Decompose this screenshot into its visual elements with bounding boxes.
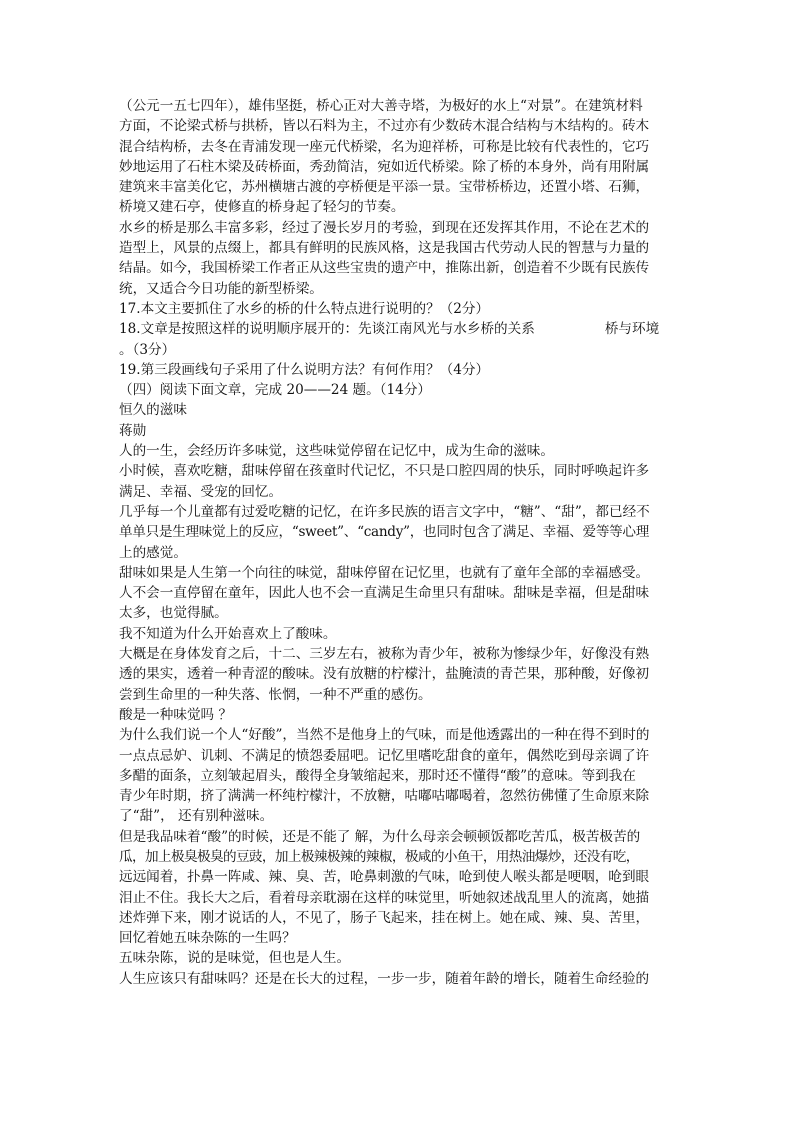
- essay-line: 远远闻着，扑鼻一阵咸、辣、臭、苦，呛鼻刺激的气味，呛到使人喉头都是哽咽，呛到眼: [119, 869, 650, 886]
- passage-line: 建筑来丰富美化它，苏州横塘古渡的亭桥便是平添一景。宝带桥桥边，还置小塔、石狮，: [119, 179, 650, 196]
- essay-line: 五味杂陈，说的是味觉，但也是人生。: [119, 950, 351, 967]
- passage-line: 桥境又建石亭，使修直的桥身起了轻匀的节奏。: [119, 199, 405, 216]
- essay-title: 恒久的滋味: [119, 402, 187, 419]
- essay-line: 一点点忌妒、讥刺、不满足的愤怨委屈吧。记忆里嗜吃甜食的童年，偶然吃到母亲调了许: [119, 747, 650, 764]
- essay-line: 了“甜”， 还有别种滋味。: [119, 808, 274, 825]
- passage-line: 方面，不论梁式桥与拱桥，皆以石料为主，不过亦有少数砖木混合结构与木结构的。砖木: [119, 118, 650, 135]
- essay-line: 人的一生，会经历许多味觉，这些味觉停留在记忆中，成为生命的滋味。: [119, 443, 554, 460]
- passage-line: （公元一五七四年），雄伟坚挺，桥心正对大善寺塔，为极好的水上“对景”。在建筑材料: [119, 98, 643, 114]
- essay-line: 泪止不住。我长大之后，看着母亲耽溺在这样的味觉里，听她叙述战乱里人的流离，她描: [119, 889, 650, 906]
- essay-line: 青少年时期，挤了满满一杯纯柠檬汁，不放糖，咕嘟咕嘟喝着，忽然彷佛懂了生命原来除: [119, 788, 650, 805]
- passage-line: 混合结构桥，去冬在青浦发现一座元代桥梁，名为迎祥桥，可称是比较有代表性的，它巧: [119, 138, 650, 155]
- essay-line: 瓜，加上极臭极臭的豆豉，加上极辣极辣的辣椒，极咸的小鱼干，用热油爆炒，还没有吃，: [119, 848, 639, 865]
- essay-line: 酸是一种味觉吗 ？: [119, 706, 233, 723]
- essay-line: 满足、幸福、受宠的回忆。: [119, 483, 283, 500]
- question-18-answer: 桥与环境: [604, 321, 660, 338]
- document-page: [119, 96, 681, 989]
- question-17: 17.本文主要抓住了水乡的桥的什么特点进行说明的？（2分）: [119, 300, 490, 317]
- question-19: 19.第三段画线句子采用了什么说明方法？有何作用？（4分）: [119, 361, 490, 378]
- essay-line: 甜味如果是人生第一个向往的味觉，甜味停留在记忆里，也就有了童年全部的幸福感受。: [119, 564, 650, 581]
- essay-line: 人生应该只有甜味吗？还是在长大的过程，一步一步，随着年龄的增长，随着生命经验的: [119, 970, 650, 987]
- essay-line: 人不会一直停留在童年，因此人也不会一直满足生命里只有甜味。甜味是幸福，但是甜味: [119, 585, 650, 602]
- question-18-score: 。（3分）: [119, 341, 176, 358]
- essay-line: 几乎每一个儿童都有过爱吃糖的记忆，在许多民族的语言文字中，“糖”、“甜”，都已经不: [119, 503, 650, 520]
- essay-line: 为什么我们说一个人“好酸”，当然不是他身上的气味，而是他透露出的一种在得不到时的: [119, 727, 650, 744]
- passage-line: 造型上，风景的点缀上，都具有鲜明的民族风格，这是我国古代劳动人民的智慧与力量的: [119, 240, 650, 257]
- essay-line: 尝到生命里的一种失落、怅惘，一种不严重的感伤。: [119, 686, 432, 703]
- essay-line: 小时候，喜欢吃糖，甜味停留在孩童时代记忆，不只是口腔四周的快乐，同时呼唤起许多: [119, 463, 650, 480]
- passage-line: 水乡的桥是那么丰富多彩，经过了漫长岁月的考验，到现在还发挥其作用，不论在艺术的: [119, 219, 650, 236]
- essay-line: 但是我品味着“酸”的时候，还是不能了 解，为什么母亲会顿顿饭都吃苦瓜，极苦极苦的: [119, 828, 641, 845]
- essay-line: 多醋的面条，立刻皱起眉头，酸得全身皱缩起来，那时还不懂得“酸”的意味。等到我在: [119, 767, 636, 784]
- essay-line: 大概是在身体发育之后，十二、三岁左右，被称为青少年，被称为惨绿少年，好像没有熟: [119, 646, 650, 663]
- passage-line: 统，又适合今日功能的新型桥梁。: [119, 280, 323, 297]
- essay-line: 太多，也觉得腻。: [119, 605, 228, 622]
- essay-line: 透的果实，透着一种青涩的酸味。没有放糖的柠檬汁，盐腌渍的青芒果，那种酸，好像初: [119, 666, 650, 683]
- question-18: [119, 319, 681, 339]
- essay-line: 上的感觉。: [119, 544, 187, 561]
- essay-line: 述炸弹下来，刚才说话的人，不见了，肠子飞起来，挂在树上。她在咸、辣、臭、苦里，: [119, 909, 650, 926]
- essay-line: 单单只是生理味觉上的反应，“sweet”、“candy”，也同时包含了满足、幸福、爱等等心理: [119, 524, 650, 541]
- essay-line: 我不知道为什么开始喜欢上了酸味。: [119, 625, 337, 642]
- question-18-text: 18.文章是按照这样的说明顺序展开的：先谈江南风光与水乡桥的关系: [119, 321, 535, 338]
- passage-line: 结晶。如今，我国桥梁工作者正从这些宝贵的遗产中，推陈出新，创造着不少既有民族传: [119, 260, 650, 277]
- essay-author: 蒋勋: [119, 422, 147, 439]
- essay-line: 回忆着她五味杂陈的一生吗？: [119, 930, 296, 947]
- section-heading: （四）阅读下面文章，完成 20——24 题。（14分）: [119, 382, 432, 399]
- passage-line: 妙地运用了石柱木梁及砖桥面，秀劲简洁，宛如近代桥梁。除了桥的本身外，尚有用附属: [119, 158, 650, 175]
